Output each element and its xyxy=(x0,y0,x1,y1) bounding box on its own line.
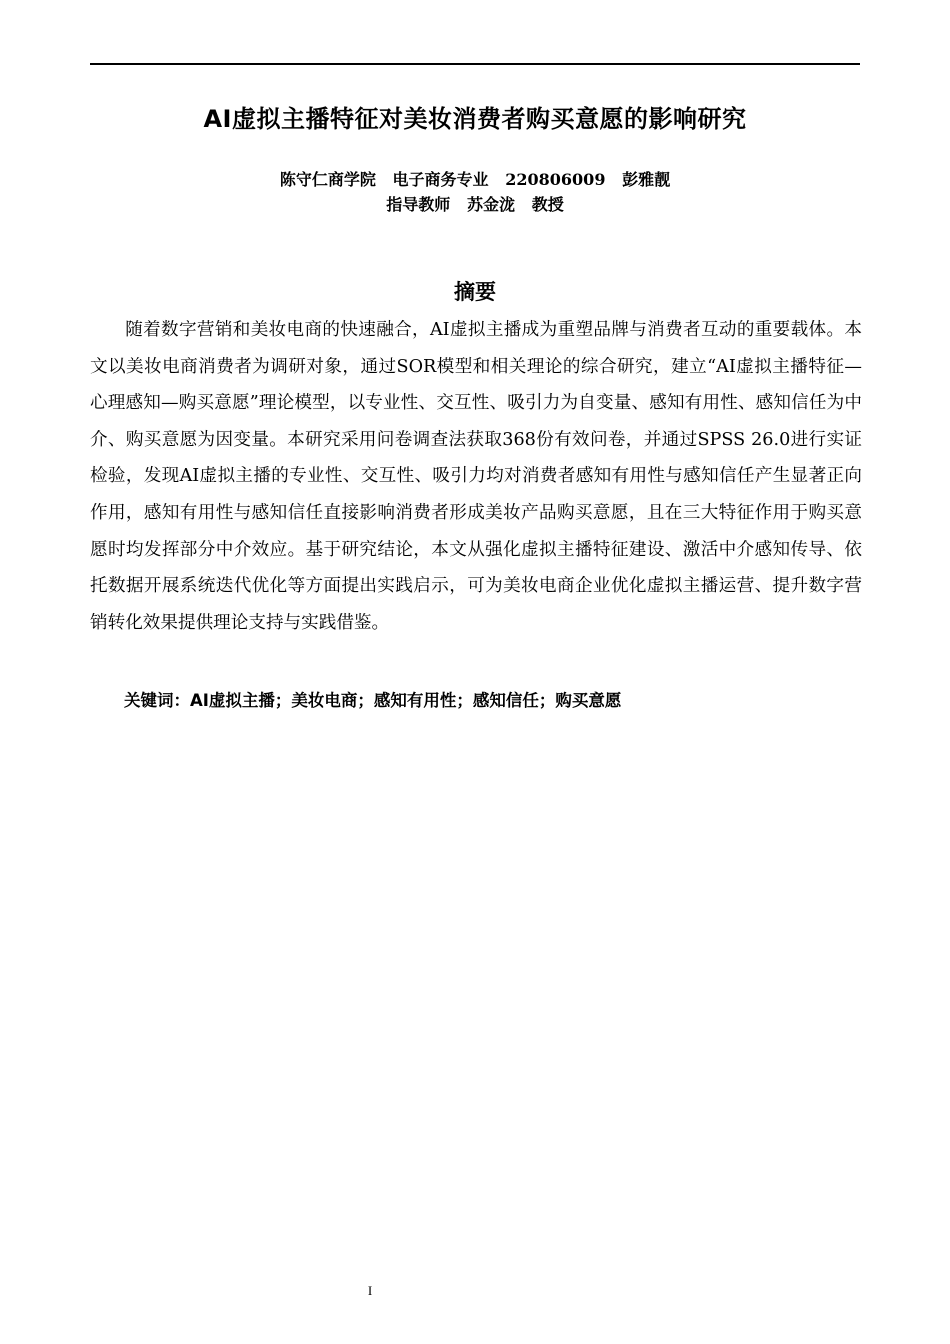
page-number: I xyxy=(367,1283,373,1298)
abstract-body: 随着数字营销和美妆电商的快速融合，AI虚拟主播成为重塑品牌与消费者互动的重要载体。本文以美妆电商消费者为调研对象，通过SOR模型和相关理论的综合研究，建立“AI虚拟主播特征—心理感知—购买意愿”理论模型，以专业性、交互性、吸引力为自变量、感知有用性、感知信任为中介、购买意愿为因变量。本研究采用问卷调查法获取368份有效问卷，并通过SPSS 26.0进行实证检验，发现AI虚拟主播的专业性、交互性、吸引力均对消费者感知有用性与感知信任产生显著正向作用，感知有用性与感知信任直接影响消费者形成美妆产品购买意愿，且在三大特征作用于购买意愿时均发挥部分中介效应。基于研究结论，本文从强化虚拟主播特征建设、激活中介感知传导、依托数据开展系统迭代优化等方面提出实践启示，可为美妆电商企业优化虚拟主播运营、提升数字营销转化效果提供理论支持与实践借鉴。 xyxy=(90,320,862,633)
keywords-line: 关键词：AI虚拟主播；美妆电商；感知有用性；感知信任；购买意愿 xyxy=(124,691,622,710)
header-rule xyxy=(90,63,860,65)
abstract-heading: 摘要 xyxy=(454,280,496,304)
advisor-info: 指导教师 苏金泷 教授 xyxy=(386,195,564,214)
author-info: 陈守仁商学院 电子商务专业 220806009 彭雅靓 xyxy=(279,170,671,189)
paper-title: AI虚拟主播特征对美妆消费者购买意愿的影响研究 xyxy=(203,105,747,133)
